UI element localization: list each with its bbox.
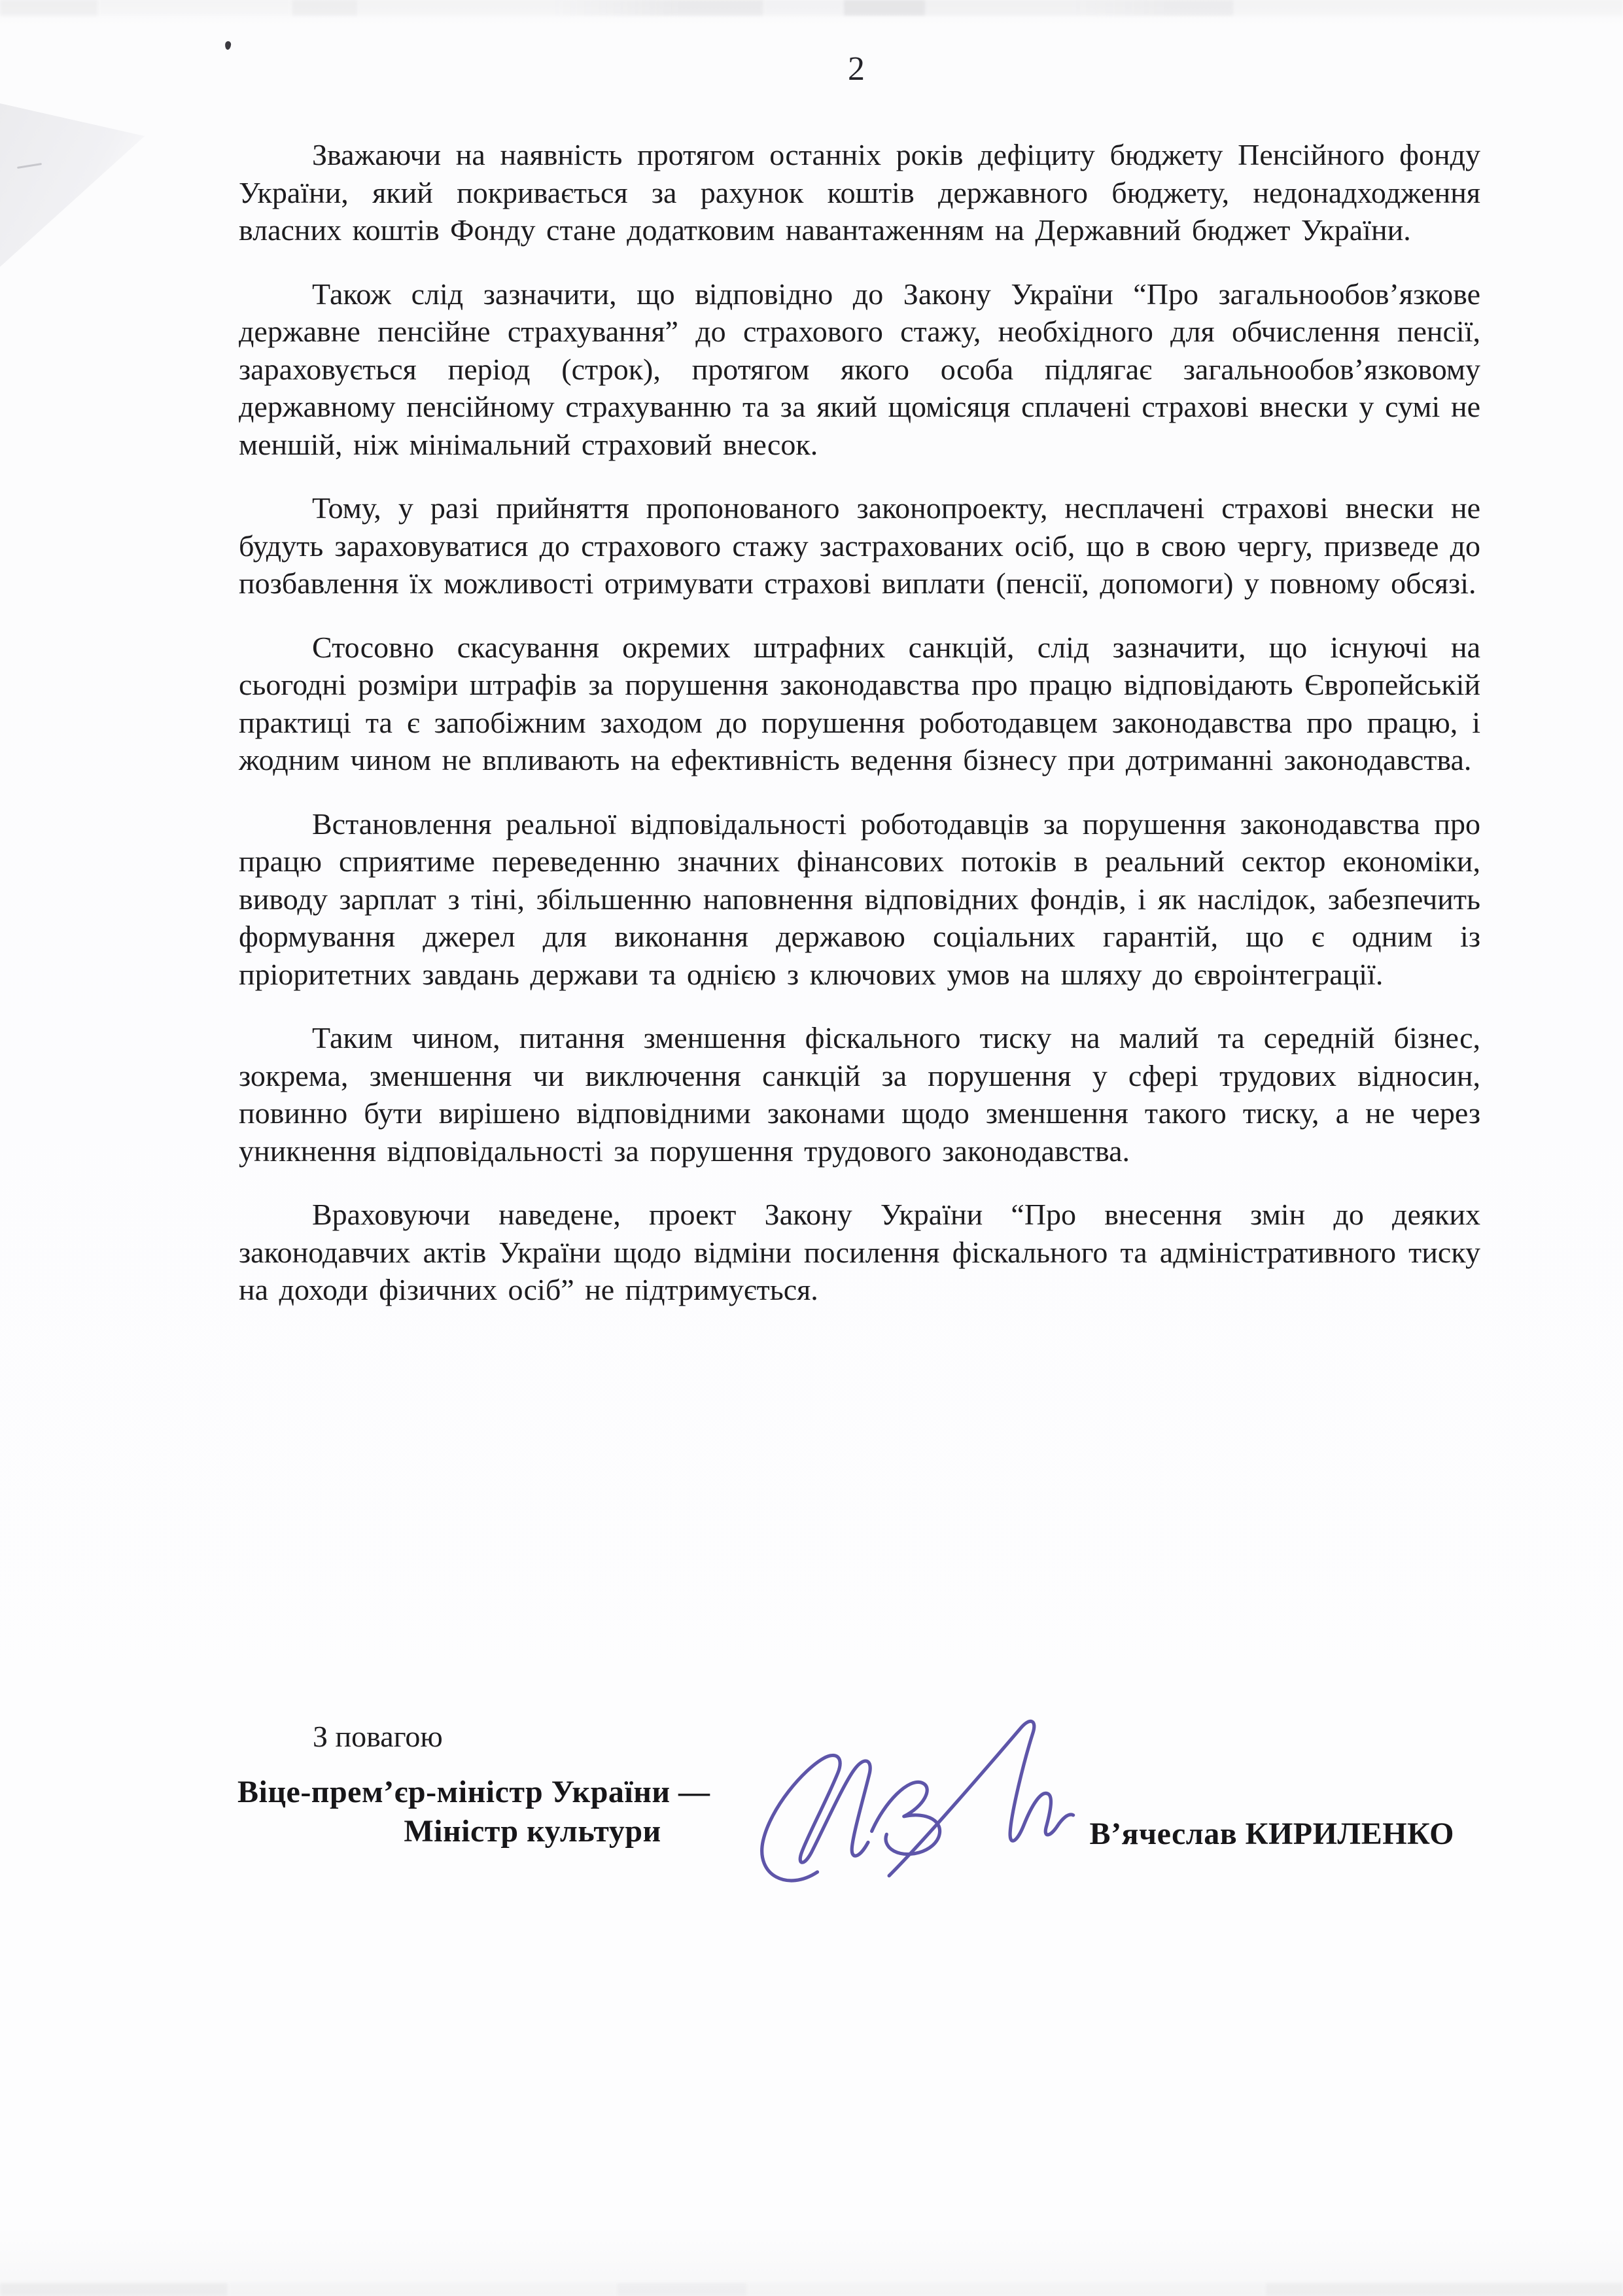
handwritten-signature-ink — [744, 1706, 1103, 1900]
closing-salutation: З повагою — [313, 1720, 443, 1753]
paragraph: Тому, у разі прийняття пропонованого законопроекту, несплачені страхові внески не будуть зараховуватися до страхового стажу застрахованих осіб, що в свою чергу, призведе до позбавлення їх можливості отримувати страхові виплати (пенсії, допомоги) у повному обсязі. — [239, 491, 1480, 600]
signer-position — [237, 1773, 828, 1851]
paragraph: Таким чином, питання зменшення фіскального тиску на малий та середній бізнес, зокрема, зменшення чи виключення санкцій за порушення у сфері трудових відносин, повинно бути вирішено відповідними законами щодо зменшення такого тиску, а не через уникнення відповідальності за порушення трудового законодавства. — [239, 1021, 1480, 1168]
page-number: 2 — [848, 50, 865, 88]
scan-noise-top — [0, 0, 1623, 16]
signer-position-line1: Віце-прем’єр-міністр України — — [237, 1775, 710, 1809]
scan-noise-bottom — [0, 2283, 1623, 2296]
signer-position-line2: Міністр культури — [404, 1814, 661, 1849]
document-body — [239, 136, 1480, 1335]
signer-name: В’ячеслав КИРИЛЕНКО — [1089, 1817, 1454, 1851]
paragraph: Враховуючи наведене, проект Закону України “Про внесення змін до деяких законодавчих актів України щодо відміни посилення фіскального та адміністративного тиску на доходи фізичних осіб” не підтримується. — [239, 1198, 1480, 1306]
paragraph: Встановлення реальної відповідальності роботодавців за порушення законодавства про працю сприятиме переведенню значних фінансових потоків в реальний сектор економіки, виводу зарплат з тіні, збільшенню наповнення відповідних фондів, і як наслідок, забезпечить формування джерел для виконання державою соціальних гарантій, що є одним із пріоритетних завдань держави та однією з ключових умов на шляху до євроінтеграції. — [239, 807, 1480, 991]
paragraph: Зважаючи на наявність протягом останніх років дефіциту бюджету Пенсійного фонду України, який покривається за рахунок коштів державного бюджету, недонадходження власних коштів Фонду стане додатковим навантаженням на Державний бюджет України. — [239, 138, 1480, 247]
paragraph: Стосовно скасування окремих штрафних санкцій, слід зазначити, що існуючі на сьогодні розміри штрафів за порушення законодавства про працю відповідають Європейській практиці та є запобіжним заходом до порушення роботодавцем законодавства про працю, і жодним чином не впливають на ефективність ведення бізнесу при дотриманні законодавства. — [239, 630, 1480, 776]
paragraph: Також слід зазначити, що відповідно до Закону України “Про загальнообов’язкове державне пенсійне страхування” до страхового стажу, необхідного для обчислення пенсії, зараховується період (строк), протягом якого особа підлягає загальнообов’язковому державному пенсійному страхуванню та за який щомісяця сплачені страхові внески у сумі не меншій, ніж мінімальний страховий внесок. — [239, 277, 1480, 461]
page-fold-corner — [0, 103, 149, 267]
ink-speck — [224, 41, 231, 50]
